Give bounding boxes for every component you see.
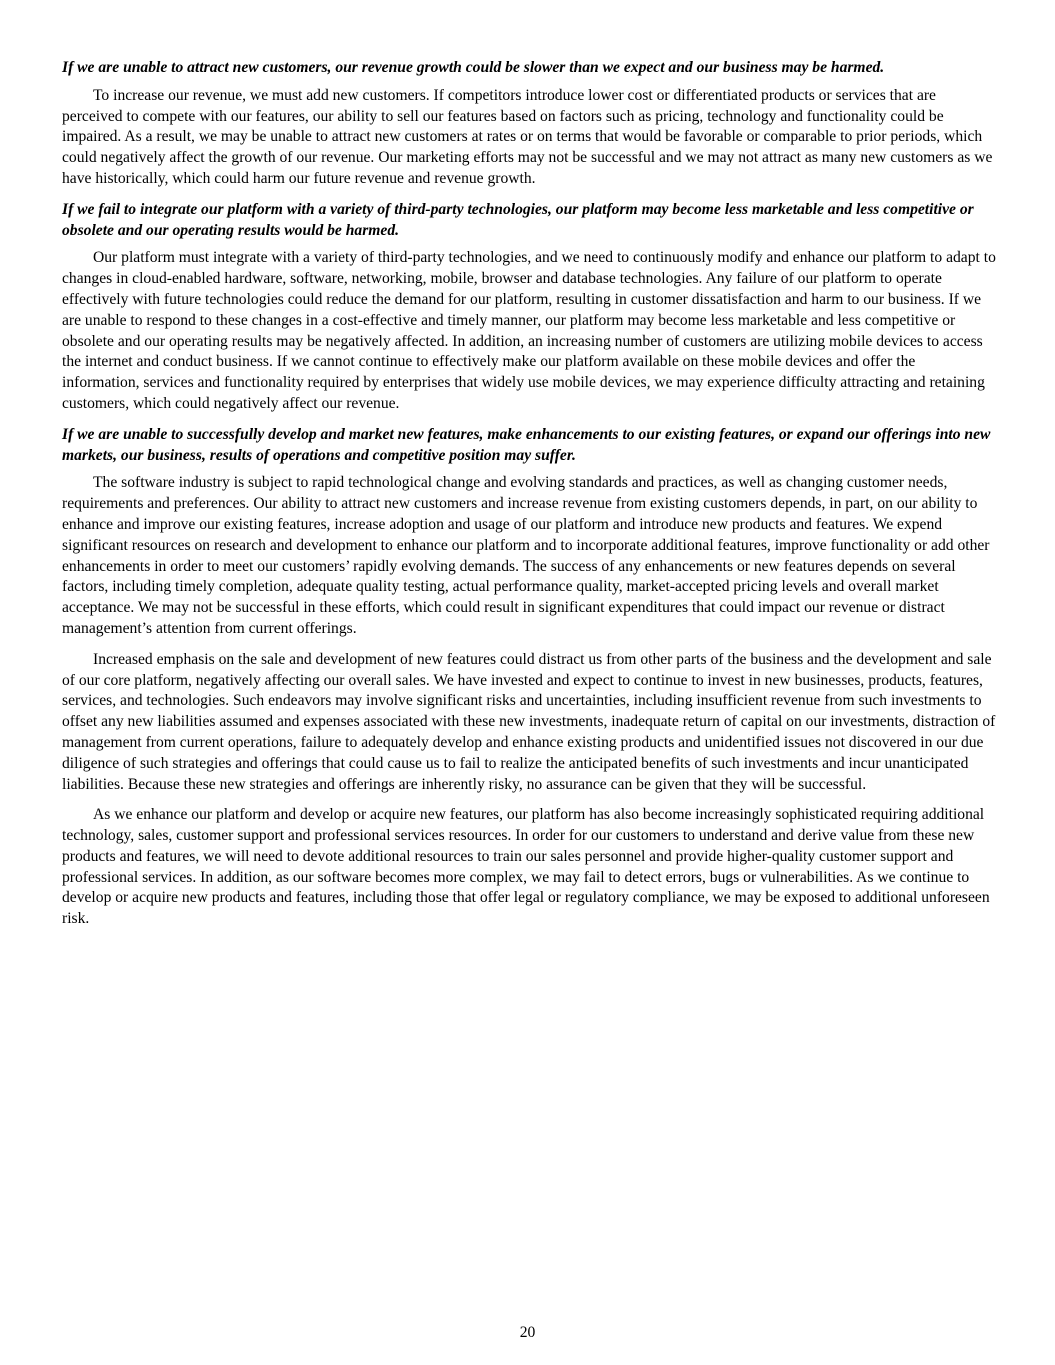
document-body bbox=[62, 58, 996, 940]
page-number: 20 bbox=[519, 1324, 536, 1341]
paragraph-new-customers: To increase our revenue, we must add new customers. If competitors introduce lower cost or differentiated products or services that are perceived to compete with our features, our ability to sell our features based on factors such as pricing, technology and functionality could be impaired. As a result, we may be unable to attract new customers at rates or on terms that would be favorable or comparable to prior periods, which could negatively affect the growth of our revenue. Our marketing efforts may not be successful and we may not attract as many new customers as we have historically, which could harm our future revenue and revenue growth. bbox=[62, 86, 993, 187]
paragraph-third-party-integration: Our platform must integrate with a variety of third-party technologies, and we need to continuously modify and enhance our platform to adapt to changes in cloud-enabled hardware, software, networking, mobile, browser and database technologies. Any failure of our platform to operate effectively with future technologies could reduce the demand for our platform, resulting in customer dissatisfaction and harm to our business. If we are unable to respond to these changes in a cost-effective and timely manner, our platform may become less marketable and less competitive or obsolete and our operating results may be negatively affected. In addition, an increasing number of customers are utilizing mobile devices to access the internet and conduct business. If we cannot continue to effectively make our platform available on these mobile devices and offer the information, services and functionality required by enterprises that widely use mobile devices, we may experience difficulty attracting and retaining customers, which could negatively affect our revenue. bbox=[62, 249, 996, 412]
paragraph-new-features-1: The software industry is subject to rapid technological change and evolving standards and practices, as well as changing customer needs, requirements and preferences. Our ability to attract new customers and increase revenue from existing customers depends, in part, on our ability to enhance and improve our existing features, increase adoption and usage of our platform and introduce new products and features. We expend significant resources on research and development to enhance our platform and to incorporate additional features, improve functionality or add other enhancements in order to meet our customers’ rapidly evolving demands. The success of any enhancements or new features depends on several factors, including timely completion, adequate quality testing, actual performance quality, market-accepted pricing levels and overall market acceptance. We may not be successful in these efforts, which could result in significant expenditures that could impact our revenue or distract management’s attention from current offerings. bbox=[62, 474, 990, 637]
paragraph-new-features-2: Increased emphasis on the sale and development of new features could distract us from other parts of the business and the development and sale of our core platform, negatively affecting our overall sales. We have invested and expect to continue to invest in new businesses, products, features, services, and technologies. Such endeavors may involve significant risks and uncertainties, including insufficient revenue from such investments to offset any new liabilities assumed and expenses associated with these new investments, inadequate return of capital on our investments, distraction of management from current operations, failure to adequately develop and enhance existing products and unidentified issues not discovered in our due diligence of such strategies and offerings that could cause us to fail to realize the anticipated benefits of such investments and incur unanticipated liabilities. Because these new strategies and offerings are inherently risky, no assurance can be given that they will be successful. bbox=[62, 650, 996, 793]
section-heading-third-party-integration: If we fail to integrate our platform with a variety of third-party technologies, our platform may become less marketable and less competitive or obsolete and our operating results would be harmed. bbox=[62, 200, 974, 239]
section-heading-new-customers: If we are unable to attract new customers, our revenue growth could be slower than we expect and our business may be harmed. bbox=[62, 59, 885, 76]
paragraph-new-features-3: As we enhance our platform and develop or acquire new features, our platform has also become increasingly sophisticated requiring additional technology, sales, customer support and professional services resources. In order for our customers to understand and derive value from these new products and features, we will need to devote additional resources to train our sales personnel and provide higher-quality customer support and professional services. In addition, as our software becomes more complex, we may fail to detect errors, bugs or vulnerabilities. As we continue to develop or acquire new products and features, including those that offer legal or regulatory compliance, we may be exposed to additional unforeseen risk. bbox=[62, 806, 990, 928]
section-heading-new-features: If we are unable to successfully develop and market new features, make enhancements to our existing features, or expand our offerings into new markets, our business, results of operations and competitive position may suffer. bbox=[62, 425, 991, 464]
